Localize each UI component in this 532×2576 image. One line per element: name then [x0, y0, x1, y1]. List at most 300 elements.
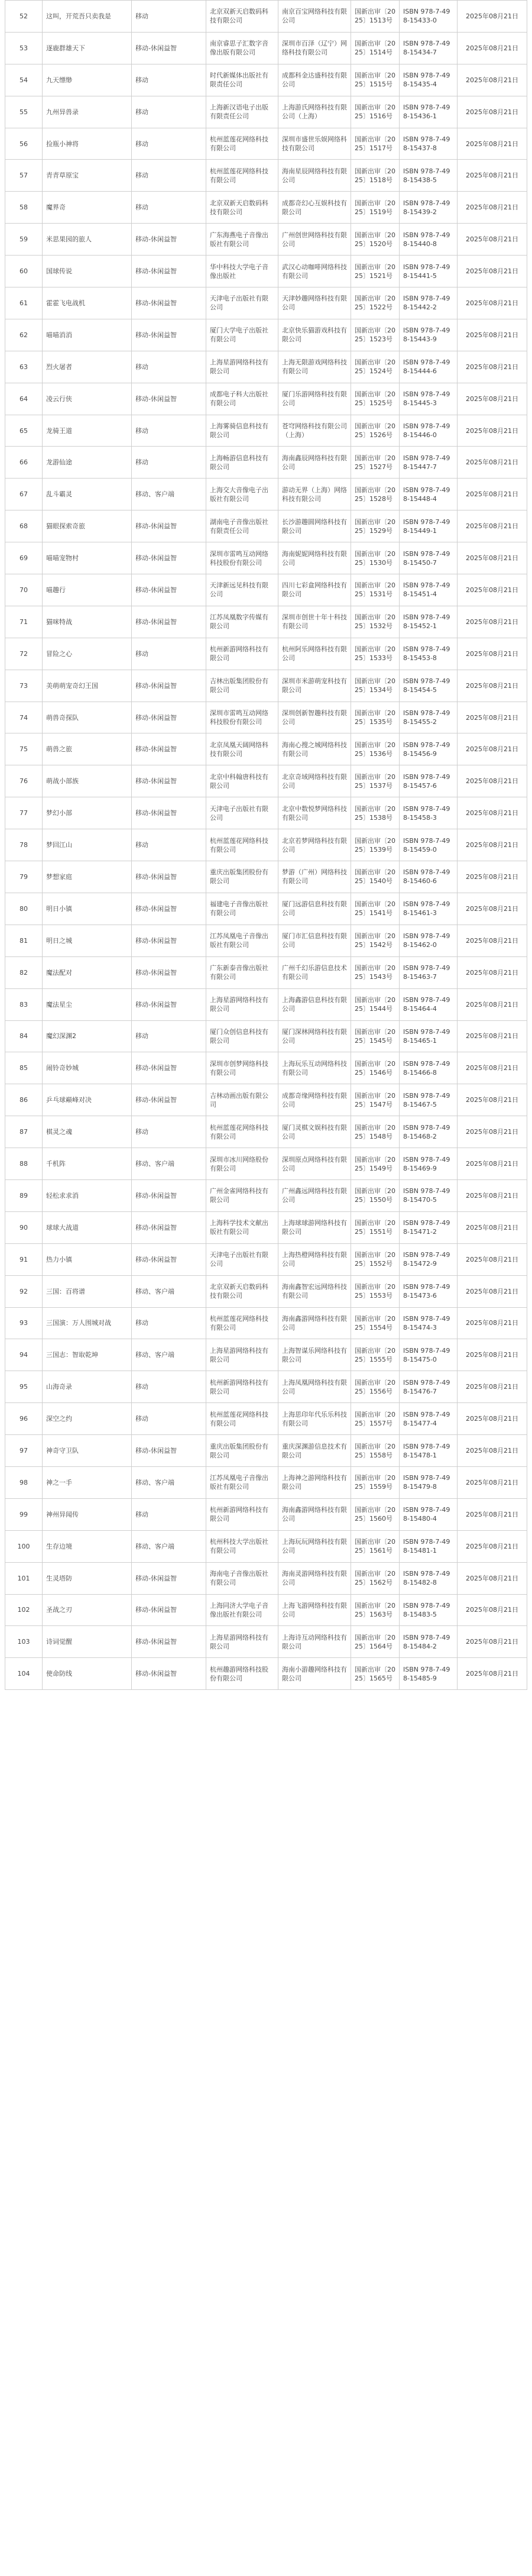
cell-number: 65 [5, 415, 43, 447]
cell-operator: 海南星辰网络科技有限公司 [278, 160, 351, 192]
cell-date: 2025年08月21日 [458, 351, 527, 383]
cell-number: 68 [5, 510, 43, 542]
cell-number: 64 [5, 383, 43, 415]
cell-isbn: ISBN 978-7-498-15483-5 [400, 1594, 458, 1626]
cell-date: 2025年08月21日 [458, 64, 527, 96]
cell-game-name: 龙游仙途 [43, 447, 132, 479]
cell-date: 2025年08月21日 [458, 1562, 527, 1594]
table-row [5, 765, 527, 797]
cell-approval-number: 国新出审〔2025〕1537号 [351, 765, 400, 797]
cell-game-name: 捡瓶小神将 [43, 128, 132, 160]
cell-isbn: ISBN 978-7-498-15467-5 [400, 1084, 458, 1116]
table-row [5, 988, 527, 1020]
cell-game-type: 移动-休闲益智 [132, 733, 206, 765]
cell-number: 100 [5, 1530, 43, 1562]
cell-operator: 上海凤凰网络科技有限公司 [278, 1371, 351, 1403]
cell-game-type: 移动-休闲益智 [132, 1084, 206, 1116]
table-row [5, 1498, 527, 1530]
cell-approval-number: 国新出审〔2025〕1527号 [351, 447, 400, 479]
cell-operator: 厦门灵棋文娱科技有限公司 [278, 1116, 351, 1148]
cell-game-name: 神奇守卫队 [43, 1435, 132, 1467]
cell-number: 90 [5, 1211, 43, 1243]
cell-number: 79 [5, 861, 43, 893]
cell-approval-number: 国新出审〔2025〕1559号 [351, 1466, 400, 1498]
cell-operator: 武汉心动咖啡网络科技有限公司 [278, 256, 351, 287]
cell-date: 2025年08月21日 [458, 160, 527, 192]
cell-number: 89 [5, 1179, 43, 1211]
cell-operator: 杭州阿乐网络科技有限公司 [278, 638, 351, 670]
cell-game-type: 移动-休闲益智 [132, 988, 206, 1020]
cell-number: 54 [5, 64, 43, 96]
table-row [5, 542, 527, 574]
cell-isbn: ISBN 978-7-498-15436-1 [400, 96, 458, 128]
cell-game-type: 移动-休闲益智 [132, 383, 206, 415]
cell-game-type: 移动-休闲益智 [132, 1052, 206, 1084]
table-row [5, 1530, 527, 1562]
cell-game-type: 移动 [132, 1, 206, 33]
cell-operator: 广州鑫远网络科技有限公司 [278, 1179, 351, 1211]
cell-game-name: 三国：百将谱 [43, 1275, 132, 1307]
cell-number: 80 [5, 893, 43, 925]
cell-game-type: 移动 [132, 160, 206, 192]
cell-publisher: 福建电子音像出版社有限公司 [206, 893, 278, 925]
cell-operator: 成都奇缘网络科技有限公司 [278, 1084, 351, 1116]
cell-game-type: 移动 [132, 192, 206, 224]
table-row [5, 638, 527, 670]
table-row [5, 1562, 527, 1594]
cell-publisher: 天津电子出版社有限公司 [206, 287, 278, 319]
cell-date: 2025年08月21日 [458, 447, 527, 479]
cell-operator: 游动无界（上海）网络科技有限公司 [278, 479, 351, 510]
table-row [5, 1466, 527, 1498]
cell-game-name: 神州异闻传 [43, 1498, 132, 1530]
cell-isbn: ISBN 978-7-498-15472-9 [400, 1243, 458, 1275]
cell-game-name: 魔法星尘 [43, 988, 132, 1020]
cell-isbn: ISBN 978-7-498-15439-2 [400, 192, 458, 224]
cell-game-type: 移动 [132, 128, 206, 160]
cell-approval-number: 国新出审〔2025〕1565号 [351, 1658, 400, 1690]
cell-game-type: 移动-休闲益智 [132, 1435, 206, 1467]
cell-isbn: ISBN 978-7-498-15480-4 [400, 1498, 458, 1530]
cell-operator: 深圳市米游萌宠科技有限公司 [278, 670, 351, 702]
cell-number: 77 [5, 797, 43, 829]
cell-isbn: ISBN 978-7-498-15438-5 [400, 160, 458, 192]
cell-game-name: 神之一手 [43, 1466, 132, 1498]
cell-publisher: 北京双新天启数码科技有限公司 [206, 1, 278, 33]
cell-operator: 海南鑫智宏远网络科技有限公司 [278, 1275, 351, 1307]
cell-date: 2025年08月21日 [458, 1243, 527, 1275]
cell-approval-number: 国新出审〔2025〕1538号 [351, 797, 400, 829]
cell-game-name: 这叫，开荒吾只卖我是 [43, 1, 132, 33]
cell-game-type: 移动 [132, 351, 206, 383]
table-row [5, 1243, 527, 1275]
cell-game-type: 移动、客户端 [132, 1530, 206, 1562]
cell-approval-number: 国新出审〔2025〕1555号 [351, 1339, 400, 1371]
cell-publisher: 上海同济大学电子音像出版社有限公司 [206, 1594, 278, 1626]
cell-isbn: ISBN 978-7-498-15440-8 [400, 224, 458, 256]
cell-game-name: 梦幻小部 [43, 797, 132, 829]
cell-game-name: 山海奇录 [43, 1371, 132, 1403]
cell-date: 2025年08月21日 [458, 925, 527, 956]
cell-number: 98 [5, 1466, 43, 1498]
table-row [5, 32, 527, 64]
cell-game-type: 移动、客户端 [132, 479, 206, 510]
table-row [5, 606, 527, 638]
cell-approval-number: 国新出审〔2025〕1534号 [351, 670, 400, 702]
cell-game-type: 移动 [132, 1116, 206, 1148]
cell-isbn: ISBN 978-7-498-15453-8 [400, 638, 458, 670]
cell-game-type: 移动-休闲益智 [132, 606, 206, 638]
cell-approval-number: 国新出审〔2025〕1514号 [351, 32, 400, 64]
cell-date: 2025年08月21日 [458, 670, 527, 702]
cell-game-name: 乒乓球巅峰对决 [43, 1084, 132, 1116]
cell-date: 2025年08月21日 [458, 32, 527, 64]
table-row [5, 1052, 527, 1084]
cell-approval-number: 国新出审〔2025〕1515号 [351, 64, 400, 96]
cell-game-name: 热力小镇 [43, 1243, 132, 1275]
cell-number: 87 [5, 1116, 43, 1148]
cell-isbn: ISBN 978-7-498-15477-4 [400, 1403, 458, 1435]
cell-isbn: ISBN 978-7-498-15468-2 [400, 1116, 458, 1148]
cell-approval-number: 国新出审〔2025〕1557号 [351, 1403, 400, 1435]
cell-approval-number: 国新出审〔2025〕1531号 [351, 574, 400, 606]
table-row [5, 64, 527, 96]
cell-approval-number: 国新出审〔2025〕1543号 [351, 956, 400, 988]
cell-date: 2025年08月21日 [458, 224, 527, 256]
table-row [5, 224, 527, 256]
cell-date: 2025年08月21日 [458, 479, 527, 510]
cell-date: 2025年08月21日 [458, 893, 527, 925]
cell-date: 2025年08月21日 [458, 1, 527, 33]
table-row [5, 925, 527, 956]
cell-operator: 海南心搜之城网络科技有限公司 [278, 733, 351, 765]
cell-isbn: ISBN 978-7-498-15476-7 [400, 1371, 458, 1403]
cell-isbn: ISBN 978-7-498-15433-0 [400, 1, 458, 33]
cell-approval-number: 国新出审〔2025〕1519号 [351, 192, 400, 224]
cell-approval-number: 国新出审〔2025〕1532号 [351, 606, 400, 638]
cell-date: 2025年08月21日 [458, 1466, 527, 1498]
cell-approval-number: 国新出审〔2025〕1540号 [351, 861, 400, 893]
cell-isbn: ISBN 978-7-498-15479-8 [400, 1466, 458, 1498]
cell-publisher: 杭州蓝莲花网络科技有限公司 [206, 1116, 278, 1148]
cell-publisher: 杭州科技大学出版社有限公司 [206, 1530, 278, 1562]
cell-approval-number: 国新出审〔2025〕1533号 [351, 638, 400, 670]
cell-approval-number: 国新出审〔2025〕1526号 [351, 415, 400, 447]
cell-game-name: 烈火屠者 [43, 351, 132, 383]
cell-isbn: ISBN 978-7-498-15445-3 [400, 383, 458, 415]
cell-operator: 深圳市盛世乐娱网络科技有限公司 [278, 128, 351, 160]
cell-game-name: 逐鹿群雄天下 [43, 32, 132, 64]
cell-game-name: 国球传说 [43, 256, 132, 287]
cell-game-type: 移动-休闲益智 [132, 1562, 206, 1594]
cell-operator: 厦门市汇信息科技有限公司 [278, 925, 351, 956]
cell-isbn: ISBN 978-7-498-15451-4 [400, 574, 458, 606]
cell-operator: 上海游氏网络科技有限公司（上海） [278, 96, 351, 128]
cell-publisher: 北京中科翰唐科技有限公司 [206, 765, 278, 797]
cell-number: 78 [5, 829, 43, 861]
cell-number: 56 [5, 128, 43, 160]
cell-date: 2025年08月21日 [458, 1498, 527, 1530]
cell-game-type: 移动-休闲益智 [132, 574, 206, 606]
cell-publisher: 湖南电子音像出版社有限责任公司 [206, 510, 278, 542]
cell-approval-number: 国新出审〔2025〕1545号 [351, 1020, 400, 1052]
cell-game-name: 魔法配对 [43, 956, 132, 988]
cell-number: 61 [5, 287, 43, 319]
cell-operator: 成都科金达盛科技有限公司 [278, 64, 351, 96]
cell-operator: 上海智谋乐网络科技有限公司 [278, 1339, 351, 1371]
cell-date: 2025年08月21日 [458, 1658, 527, 1690]
cell-date: 2025年08月21日 [458, 797, 527, 829]
cell-publisher: 上海星游网络科技有限公司 [206, 1626, 278, 1658]
cell-approval-number: 国新出审〔2025〕1564号 [351, 1626, 400, 1658]
cell-game-type: 移动-休闲益智 [132, 925, 206, 956]
approval-table [5, 0, 527, 1690]
cell-publisher: 杭州新游网络科技有限公司 [206, 1498, 278, 1530]
table-row [5, 1371, 527, 1403]
cell-operator: 北京中数悦梦网络科技有限公司 [278, 797, 351, 829]
table-row [5, 479, 527, 510]
cell-game-name: 魔界奇 [43, 192, 132, 224]
cell-number: 62 [5, 319, 43, 351]
cell-operator: 海南妮妮网络科技有限公司 [278, 542, 351, 574]
cell-game-type: 移动-休闲益智 [132, 1211, 206, 1243]
cell-game-name: 喵喵消消 [43, 319, 132, 351]
cell-game-name: 明日之城 [43, 925, 132, 956]
cell-game-name: 使命防线 [43, 1658, 132, 1690]
table-row [5, 319, 527, 351]
cell-date: 2025年08月21日 [458, 1339, 527, 1371]
table-row [5, 415, 527, 447]
cell-publisher: 深圳市冰川网络股份有限公司 [206, 1148, 278, 1180]
cell-publisher: 江苏凤凰电子音像出版社有限公司 [206, 1466, 278, 1498]
cell-approval-number: 国新出审〔2025〕1554号 [351, 1307, 400, 1339]
cell-publisher: 吉林出版集团股份有限公司 [206, 670, 278, 702]
cell-operator: 天津妙趣网络科技有限公司 [278, 287, 351, 319]
cell-isbn: ISBN 978-7-498-15446-0 [400, 415, 458, 447]
cell-game-type: 移动、客户端 [132, 1339, 206, 1371]
cell-approval-number: 国新出审〔2025〕1556号 [351, 1371, 400, 1403]
cell-publisher: 上海科学技术文献出版社有限公司 [206, 1211, 278, 1243]
cell-date: 2025年08月21日 [458, 765, 527, 797]
cell-game-name: 凌云行侠 [43, 383, 132, 415]
cell-publisher: 上海新汉语电子出版有限责任公司 [206, 96, 278, 128]
cell-date: 2025年08月21日 [458, 319, 527, 351]
cell-publisher: 上海畅游信息科技有限公司 [206, 447, 278, 479]
cell-operator: 长沙游趣圆网络科技有限公司 [278, 510, 351, 542]
cell-approval-number: 国新出审〔2025〕1535号 [351, 702, 400, 733]
cell-date: 2025年08月21日 [458, 1116, 527, 1148]
cell-operator: 海南鑫游网络科技有限公司 [278, 1307, 351, 1339]
cell-number: 93 [5, 1307, 43, 1339]
cell-number: 66 [5, 447, 43, 479]
cell-date: 2025年08月21日 [458, 988, 527, 1020]
cell-publisher: 重庆出版集团股份有限公司 [206, 861, 278, 893]
cell-publisher: 北京双新天启数码科技有限公司 [206, 1275, 278, 1307]
cell-number: 72 [5, 638, 43, 670]
cell-date: 2025年08月21日 [458, 192, 527, 224]
cell-number: 99 [5, 1498, 43, 1530]
cell-number: 73 [5, 670, 43, 702]
cell-number: 84 [5, 1020, 43, 1052]
table-row [5, 893, 527, 925]
cell-approval-number: 国新出审〔2025〕1549号 [351, 1148, 400, 1180]
cell-game-type: 移动、客户端 [132, 1275, 206, 1307]
cell-game-type: 移动-休闲益智 [132, 287, 206, 319]
cell-date: 2025年08月21日 [458, 1275, 527, 1307]
cell-publisher: 杭州蓝莲花网络科技有限公司 [206, 1403, 278, 1435]
cell-date: 2025年08月21日 [458, 415, 527, 447]
table-row [5, 1339, 527, 1371]
cell-game-name: 萌兽奇探队 [43, 702, 132, 733]
cell-game-type: 移动 [132, 638, 206, 670]
cell-game-type: 移动 [132, 829, 206, 861]
cell-operator: 广州千幻乐游信息技术有限公司 [278, 956, 351, 988]
cell-game-name: 冒险之心 [43, 638, 132, 670]
table-row [5, 510, 527, 542]
cell-approval-number: 国新出审〔2025〕1562号 [351, 1562, 400, 1594]
cell-date: 2025年08月21日 [458, 733, 527, 765]
cell-game-name: 猫眼探索奇旅 [43, 510, 132, 542]
cell-operator: 上海热橙网络科技有限公司 [278, 1243, 351, 1275]
cell-publisher: 杭州蓝莲花网络科技有限公司 [206, 1307, 278, 1339]
cell-approval-number: 国新出审〔2025〕1516号 [351, 96, 400, 128]
cell-game-type: 移动-休闲益智 [132, 224, 206, 256]
cell-operator: 上海鑫游信息科技有限公司 [278, 988, 351, 1020]
cell-operator: 深圳市百泽（辽宁）网络科技有限公司 [278, 32, 351, 64]
cell-publisher: 广东新泰音像出版社有限公司 [206, 956, 278, 988]
cell-date: 2025年08月21日 [458, 1211, 527, 1243]
cell-game-type: 移动 [132, 96, 206, 128]
cell-publisher: 杭州蓝莲花网络科技有限公司 [206, 160, 278, 192]
cell-game-type: 移动 [132, 1403, 206, 1435]
table-row [5, 383, 527, 415]
cell-publisher: 深圳市雷鸣互动网络科技股份有限公司 [206, 542, 278, 574]
cell-operator: 上海飞游网络科技有限公司 [278, 1594, 351, 1626]
table-row [5, 702, 527, 733]
cell-isbn: ISBN 978-7-498-15456-9 [400, 733, 458, 765]
table-row [5, 1275, 527, 1307]
cell-game-name: 龙骑王道 [43, 415, 132, 447]
cell-publisher: 时代新媒体出版社有限责任公司 [206, 64, 278, 96]
cell-approval-number: 国新出审〔2025〕1558号 [351, 1435, 400, 1467]
cell-number: 57 [5, 160, 43, 192]
cell-isbn: ISBN 978-7-498-15454-5 [400, 670, 458, 702]
table-row [5, 1148, 527, 1180]
cell-isbn: ISBN 978-7-498-15460-6 [400, 861, 458, 893]
cell-approval-number: 国新出审〔2025〕1539号 [351, 829, 400, 861]
cell-game-name: 九天缥缈 [43, 64, 132, 96]
cell-number: 104 [5, 1658, 43, 1690]
cell-publisher: 上海雾骑信息科技有限公司 [206, 415, 278, 447]
cell-game-type: 移动 [132, 415, 206, 447]
cell-game-type: 移动-休闲益智 [132, 1658, 206, 1690]
cell-game-name: 球球大战道 [43, 1211, 132, 1243]
cell-operator: 上海玩玩网络科技有限公司 [278, 1530, 351, 1562]
cell-publisher: 北京凤凰天阔网络科技有限公司 [206, 733, 278, 765]
cell-number: 85 [5, 1052, 43, 1084]
cell-number: 55 [5, 96, 43, 128]
cell-approval-number: 国新出审〔2025〕1521号 [351, 256, 400, 287]
cell-game-type: 移动-休闲益智 [132, 702, 206, 733]
cell-game-type: 移动-休闲益智 [132, 32, 206, 64]
cell-operator: 北京快乐猫游戏科技有限公司 [278, 319, 351, 351]
cell-game-type: 移动-休闲益智 [132, 861, 206, 893]
cell-isbn: ISBN 978-7-498-15469-9 [400, 1148, 458, 1180]
cell-publisher: 重庆出版集团股份有限公司 [206, 1435, 278, 1467]
cell-publisher: 南京睿思子汇数字音像出版有限公司 [206, 32, 278, 64]
cell-date: 2025年08月21日 [458, 1435, 527, 1467]
cell-number: 103 [5, 1626, 43, 1658]
cell-game-name: 猫咪特战 [43, 606, 132, 638]
cell-operator: 苍穹网络科技有限公司（上海） [278, 415, 351, 447]
cell-date: 2025年08月21日 [458, 702, 527, 733]
cell-game-name: 魔幻深渊2 [43, 1020, 132, 1052]
cell-publisher: 江苏凤凰电子音像出版社有限公司 [206, 925, 278, 956]
cell-date: 2025年08月21日 [458, 1179, 527, 1211]
cell-date: 2025年08月21日 [458, 1307, 527, 1339]
cell-date: 2025年08月21日 [458, 1148, 527, 1180]
cell-isbn: ISBN 978-7-498-15441-5 [400, 256, 458, 287]
cell-date: 2025年08月21日 [458, 1530, 527, 1562]
cell-date: 2025年08月21日 [458, 638, 527, 670]
cell-publisher: 深圳市创梦网络科技有限公司 [206, 1052, 278, 1084]
cell-isbn: ISBN 978-7-498-15475-0 [400, 1339, 458, 1371]
cell-game-name: 圣战之刃 [43, 1594, 132, 1626]
cell-approval-number: 国新出审〔2025〕1541号 [351, 893, 400, 925]
table-row [5, 861, 527, 893]
table-row [5, 1020, 527, 1052]
cell-approval-number: 国新出审〔2025〕1518号 [351, 160, 400, 192]
cell-game-type: 移动-休闲益智 [132, 319, 206, 351]
cell-approval-number: 国新出审〔2025〕1552号 [351, 1243, 400, 1275]
cell-number: 94 [5, 1339, 43, 1371]
cell-approval-number: 国新出审〔2025〕1542号 [351, 925, 400, 956]
cell-date: 2025年08月21日 [458, 256, 527, 287]
cell-operator: 上海球球游网络科技有限公司 [278, 1211, 351, 1243]
cell-date: 2025年08月21日 [458, 510, 527, 542]
cell-operator: 上海无限游戏网络科技有限公司 [278, 351, 351, 383]
cell-isbn: ISBN 978-7-498-15462-0 [400, 925, 458, 956]
cell-isbn: ISBN 978-7-498-15443-9 [400, 319, 458, 351]
cell-operator: 上海玩乐互动网络科技有限公司 [278, 1052, 351, 1084]
cell-isbn: ISBN 978-7-498-15449-1 [400, 510, 458, 542]
cell-game-type: 移动-休闲益智 [132, 670, 206, 702]
cell-date: 2025年08月21日 [458, 956, 527, 988]
cell-number: 70 [5, 574, 43, 606]
cell-isbn: ISBN 978-7-498-15437-8 [400, 128, 458, 160]
cell-game-type: 移动-休闲益智 [132, 1179, 206, 1211]
cell-approval-number: 国新出审〔2025〕1522号 [351, 287, 400, 319]
cell-publisher: 吉林动画出版有限公司 [206, 1084, 278, 1116]
cell-number: 75 [5, 733, 43, 765]
cell-game-name: 九州异兽录 [43, 96, 132, 128]
cell-game-name: 美萌萌宠奇幻王国 [43, 670, 132, 702]
table-row [5, 733, 527, 765]
cell-number: 76 [5, 765, 43, 797]
cell-game-name: 轻松求求消 [43, 1179, 132, 1211]
cell-game-name: 千机阵 [43, 1148, 132, 1180]
cell-operator: 四川七彩盒网络科技有限公司 [278, 574, 351, 606]
table-row [5, 1211, 527, 1243]
cell-game-type: 移动-休闲益智 [132, 797, 206, 829]
cell-game-name: 青青草原宝 [43, 160, 132, 192]
cell-game-type: 移动 [132, 64, 206, 96]
cell-isbn: ISBN 978-7-498-15442-2 [400, 287, 458, 319]
cell-approval-number: 国新出审〔2025〕1561号 [351, 1530, 400, 1562]
cell-number: 59 [5, 224, 43, 256]
cell-number: 81 [5, 925, 43, 956]
cell-approval-number: 国新出审〔2025〕1563号 [351, 1594, 400, 1626]
